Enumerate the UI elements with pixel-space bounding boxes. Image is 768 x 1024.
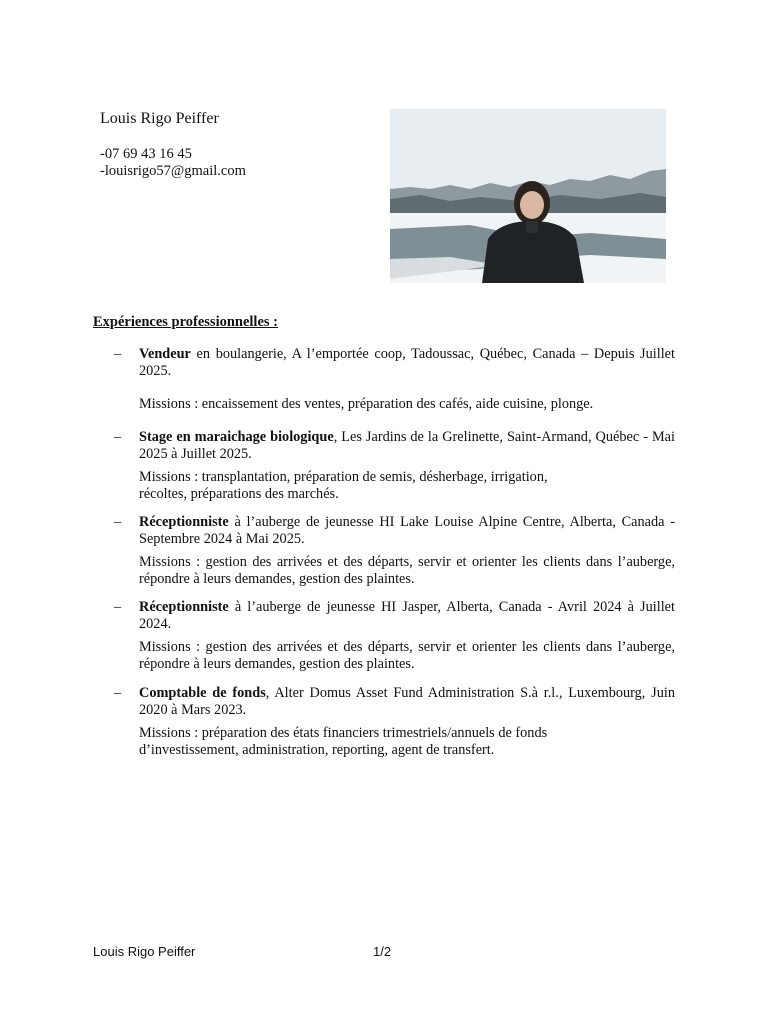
role: Stage en maraichage biologique xyxy=(139,429,334,445)
experience-heading xyxy=(139,514,675,548)
dash-bullet: – xyxy=(114,599,122,615)
detail: , Alter Domus Asset Fund Administration S.à r.l., Luxembourg, Juin 2020 à Mars 2023. xyxy=(139,685,675,718)
experience-item xyxy=(114,685,675,759)
section-title: Expériences professionnelles : xyxy=(93,314,278,330)
email: -louisrigo57@gmail.com xyxy=(100,163,246,179)
experience-heading xyxy=(139,429,675,463)
dash-bullet: – xyxy=(114,514,122,530)
name: Louis Rigo Peiffer xyxy=(100,110,219,127)
dash-bullet: – xyxy=(114,429,122,445)
role: Réceptionniste xyxy=(139,599,229,615)
missions: Missions : préparation des états financiers trimestriels/annuels de fonds d’investissement, administration, reporting, agent de transfert. xyxy=(139,725,548,758)
profile-photo xyxy=(390,109,666,283)
detail: , Les Jardins de la Grelinette, Saint-Armand, Québec - Mai 2025 à Juillet 2025. xyxy=(139,429,675,462)
experience-item xyxy=(114,599,675,673)
role: Comptable de fonds xyxy=(139,685,266,701)
contact-block xyxy=(100,146,246,180)
experience-item xyxy=(114,514,675,588)
missions: Missions : gestion des arrivées et des départs, servir et orienter les clients dans l’auberge, répondre à leurs demandes, gestion des plaintes. xyxy=(139,639,675,672)
missions: Missions : gestion des arrivées et des départs, servir et orienter les clients dans l’auberge, répondre à leurs demandes, gestion des plaintes. xyxy=(139,554,675,587)
phone: -07 69 43 16 45 xyxy=(100,146,192,162)
footer-name: Louis Rigo Peiffer xyxy=(93,944,196,959)
experience-heading xyxy=(139,599,675,633)
missions: Missions : encaissement des ventes, préparation des cafés, aide cuisine, plonge. xyxy=(139,396,594,412)
experience-heading xyxy=(139,685,675,719)
detail: en boulangerie, A l’emportée coop, Tadoussac, Québec, Canada – Depuis Juillet 2025. xyxy=(139,346,675,379)
experience-item xyxy=(114,429,675,503)
experience-heading xyxy=(139,346,675,380)
experience-item xyxy=(114,346,675,413)
role: Réceptionniste xyxy=(139,514,229,530)
role: Vendeur xyxy=(139,346,191,362)
missions: Missions : transplantation, préparation de semis, désherbage, irrigation, récoltes, préparations des marchés. xyxy=(139,469,548,502)
detail: à l’auberge de jeunesse HI Lake Louise Alpine Centre, Alberta, Canada - Septembre 2024 à Mai 2025. xyxy=(139,514,675,547)
page-number: 1/2 xyxy=(373,944,392,959)
detail: à l’auberge de jeunesse HI Jasper, Alberta, Canada - Avril 2024 à Juillet 2024. xyxy=(139,599,675,632)
dash-bullet: – xyxy=(114,346,122,362)
dash-bullet: – xyxy=(114,685,122,701)
